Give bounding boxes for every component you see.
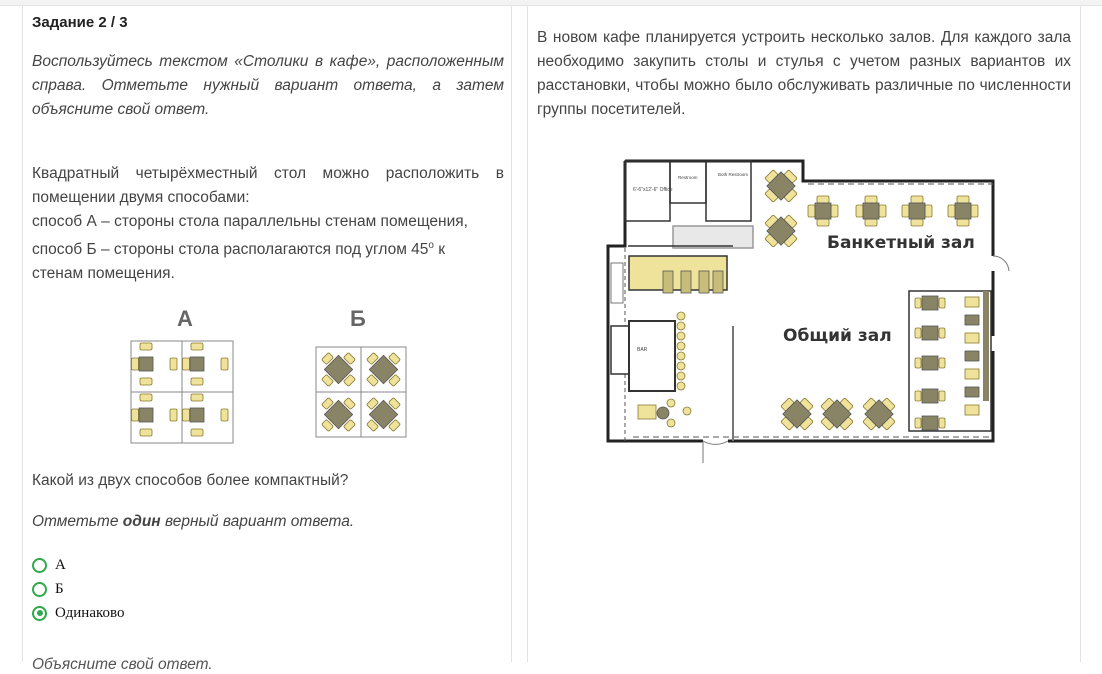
plan-bar-label: BAR — [637, 347, 648, 353]
plan-restroom-label: Restroom — [678, 175, 698, 180]
plan-lounge — [638, 399, 691, 427]
context-panel — [527, 6, 1081, 662]
hint-prefix: Отметьте — [32, 513, 123, 530]
option-b-label: Б — [55, 580, 64, 597]
body-line-4: стенам помещения. — [32, 265, 175, 283]
cafe-floor-plan — [603, 151, 1013, 461]
plan-general-label: Общий зал — [783, 326, 892, 346]
hint-suffix: верный вариант ответа. — [160, 513, 355, 530]
plan-entrance-door — [703, 441, 728, 463]
radio-option-a[interactable] — [32, 558, 47, 573]
radio-option-b[interactable] — [32, 582, 47, 597]
answer-options — [32, 553, 125, 625]
task-body — [32, 162, 504, 286]
plan-general-booth-area — [909, 291, 991, 431]
plan-side-door — [993, 256, 1009, 271]
body-line-3-text: способ Б – стороны стола располагаются под углом 45 — [32, 241, 429, 259]
plan-bar-counter — [611, 256, 727, 391]
context-text: В новом кафе планируется устроить несколько залов. Для каждого зала необходимо закупить столы и стулья с учетом разных вариантов их расстановки, чтобы можно было обслуживать различные по численности группы посетителей. — [537, 29, 1071, 118]
body-line-1: Квадратный четырёхместный стол можно расположить в помещении двумя способами: — [32, 165, 504, 206]
plan-bar-stools — [677, 312, 685, 390]
plan-banquet-label: Банкетный зал — [827, 233, 975, 253]
option-equal-label: Одинаково — [55, 604, 125, 621]
body-line-3-end: к — [433, 241, 446, 259]
body-line-3 — [32, 234, 504, 262]
task-title: Задание 2 / 3 — [32, 14, 128, 31]
option-equal[interactable] — [32, 601, 125, 625]
plan-office-label: 6'-6"x12'-6" Office — [633, 187, 673, 193]
option-b[interactable] — [32, 577, 125, 601]
hint-bold: один — [122, 513, 161, 530]
task-instructions: Воспользуйтесь текстом «Столики в кафе», расположенным справа. Отметьте нужный вариант ответа, а затем объясните свой ответ. — [32, 53, 504, 118]
figure-b-diagonal-tables — [315, 346, 407, 438]
figure-label-b: Б — [350, 306, 366, 331]
question-text: Какой из двух способов более компактный? — [32, 472, 349, 489]
degree-sign: o — [428, 240, 434, 251]
option-a-label: А — [55, 556, 66, 573]
task-panel — [22, 6, 512, 673]
explanation-prompt-cutoff: Объясните свой ответ. — [32, 656, 213, 673]
figure-a-parallel-tables — [130, 340, 234, 444]
answer-hint — [32, 513, 354, 531]
plan-general-tables — [773, 390, 903, 438]
body-line-2: способ А – стороны стола параллельны стенам помещения, — [32, 213, 468, 230]
option-a[interactable] — [32, 553, 125, 577]
radio-option-equal[interactable] — [32, 606, 47, 621]
plan-restroom2-label: Both Restroom — [718, 172, 749, 177]
figure-label-a: А — [177, 306, 193, 331]
